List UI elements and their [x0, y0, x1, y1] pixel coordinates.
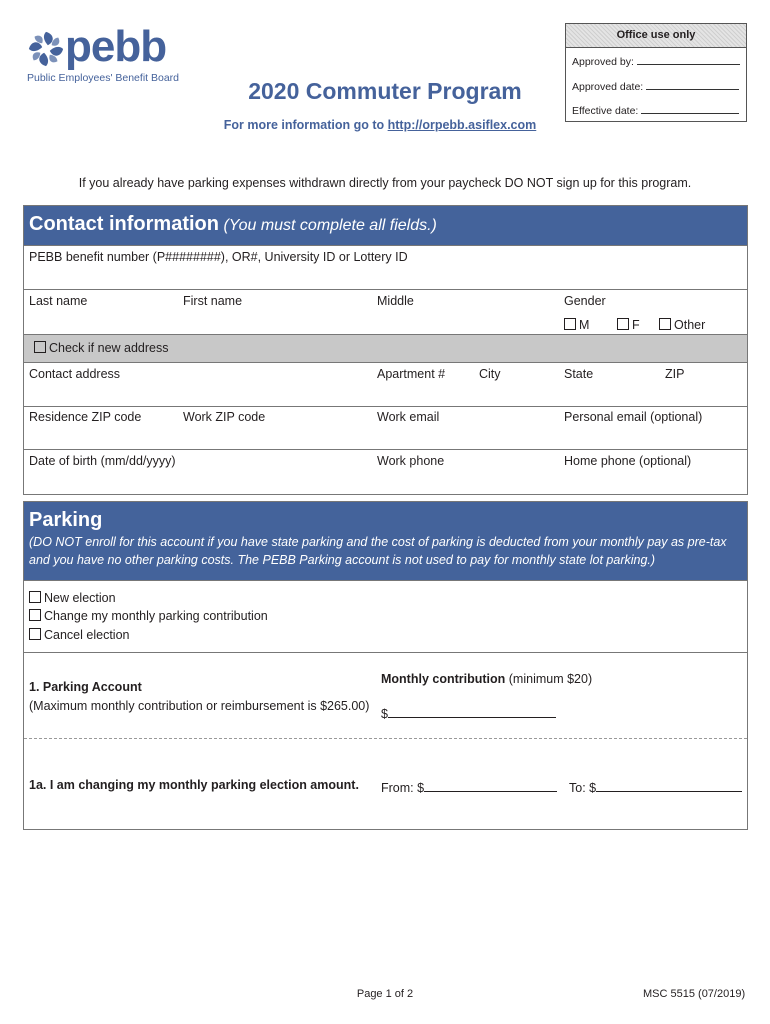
gender-other-checkbox[interactable]: [659, 318, 671, 330]
gender-f-checkbox[interactable]: [617, 318, 629, 330]
parking-notice: If you already have parking expenses withdrawn directly from your paycheck DO NOT sign up for this program.: [78, 176, 692, 190]
pebb-swirl-icon: [27, 30, 65, 68]
contact-address-field[interactable]: Contact address: [29, 367, 121, 381]
gender-m-label: M: [579, 318, 590, 332]
to-amount-row: [569, 781, 742, 795]
change-contribution-checkbox[interactable]: [29, 609, 41, 621]
gender-m-checkbox[interactable]: [564, 318, 576, 330]
change-amount-title: 1a. I am changing my monthly parking election amount.: [29, 778, 359, 792]
benefit-number-field[interactable]: PEBB benefit number (P########), OR#, University ID or Lottery ID: [29, 250, 408, 264]
gender-label: Gender: [564, 294, 606, 308]
page-title: 2020 Commuter Program: [248, 78, 522, 104]
gender-m-option[interactable]: [564, 318, 589, 332]
first-name-field[interactable]: First name: [183, 294, 243, 308]
monthly-contribution-label: [381, 672, 592, 686]
contact-heading-note: (You must complete all fields.): [223, 217, 437, 234]
new-address-option[interactable]: [34, 341, 169, 355]
monthly-dollar-sign: $: [381, 707, 388, 721]
work-zip-field[interactable]: Work ZIP code: [183, 410, 266, 424]
new-address-checkbox[interactable]: [34, 341, 46, 353]
monthly-contribution-heading: Monthly contribution: [381, 672, 506, 686]
personal-email-field[interactable]: Personal email (optional): [564, 410, 703, 424]
approved-by-field[interactable]: [637, 55, 740, 65]
middle-name-field[interactable]: Middle: [377, 294, 414, 308]
home-phone-field[interactable]: Home phone (optional): [564, 454, 692, 468]
last-name-field[interactable]: Last name: [29, 294, 88, 308]
new-election-label: New election: [44, 591, 116, 605]
monthly-contribution-minimum: (minimum $20): [508, 672, 593, 686]
parking-header: [24, 502, 747, 580]
form-code: MSC 5515 (07/2019): [643, 988, 746, 1000]
dashed-divider: [24, 738, 747, 739]
page-number: Page 1 of 2: [356, 988, 414, 1000]
new-address-row: [24, 335, 747, 362]
change-contribution-option[interactable]: [29, 609, 268, 623]
new-election-option[interactable]: [29, 591, 116, 605]
cancel-election-checkbox[interactable]: [29, 628, 41, 640]
apartment-field[interactable]: Apartment #: [377, 367, 446, 381]
change-contribution-label: Change my monthly parking contribution: [44, 609, 268, 623]
contact-heading: Contact information: [29, 213, 219, 235]
effective-date-label: Effective date:: [572, 105, 639, 117]
effective-date-field[interactable]: [641, 104, 739, 114]
gender-f-label: F: [632, 318, 640, 332]
from-label: From: $: [381, 781, 425, 795]
monthly-contribution-field[interactable]: [388, 707, 556, 718]
info-line: [0, 118, 760, 132]
residence-zip-field[interactable]: Residence ZIP code: [29, 410, 142, 424]
gender-f-option[interactable]: [617, 318, 640, 332]
city-field[interactable]: City: [479, 367, 501, 381]
effective-date-row: [572, 104, 739, 117]
from-amount-field[interactable]: [424, 781, 557, 792]
to-label: To: $: [569, 781, 597, 795]
cancel-election-label: Cancel election: [44, 628, 130, 642]
new-election-checkbox[interactable]: [29, 591, 41, 603]
parking-account-max: (Maximum monthly contribution or reimbursement is $265.00): [29, 699, 370, 713]
approved-by-row: [572, 55, 740, 68]
zip-field[interactable]: ZIP: [665, 367, 685, 381]
logo-wordmark: pebb: [65, 22, 167, 71]
gender-other-option[interactable]: [659, 318, 705, 332]
monthly-contribution-row: [381, 707, 556, 721]
office-use-heading: Office use only: [566, 24, 746, 48]
state-field[interactable]: State: [564, 367, 594, 381]
parking-note-line2: and you have no other parking costs. The PEBB Parking account is not used to pay for monthly state lot parking.): [29, 553, 656, 567]
parking-section: [23, 501, 748, 830]
work-phone-field[interactable]: Work phone: [377, 454, 445, 468]
gender-other-label: Other: [674, 318, 706, 332]
to-amount-field[interactable]: [596, 781, 742, 792]
parking-heading: Parking: [29, 509, 103, 531]
work-email-field[interactable]: Work email: [377, 410, 440, 424]
info-link[interactable]: http://orpebb.asiflex.com: [387, 118, 537, 132]
contact-header: [24, 206, 747, 245]
contact-section: [23, 205, 748, 495]
parking-note-line1: (DO NOT enroll for this account if you have state parking and the cost of parking is deducted from your monthly pay as pre-tax: [29, 535, 727, 549]
parking-account-title: 1. Parking Account: [29, 680, 142, 694]
logo-subtitle: Public Employees' Benefit Board: [27, 72, 180, 84]
approved-by-label: Approved by:: [572, 56, 634, 68]
from-amount-row: [381, 781, 557, 795]
dob-field[interactable]: Date of birth (mm/dd/yyyy): [29, 454, 176, 468]
pebb-logo: [27, 22, 207, 84]
office-use-box: [565, 23, 747, 122]
info-prefix: For more information go to: [223, 118, 388, 132]
new-address-label: Check if new address: [49, 341, 169, 355]
cancel-election-option[interactable]: [29, 628, 129, 642]
approved-date-label: Approved date:: [572, 81, 644, 93]
